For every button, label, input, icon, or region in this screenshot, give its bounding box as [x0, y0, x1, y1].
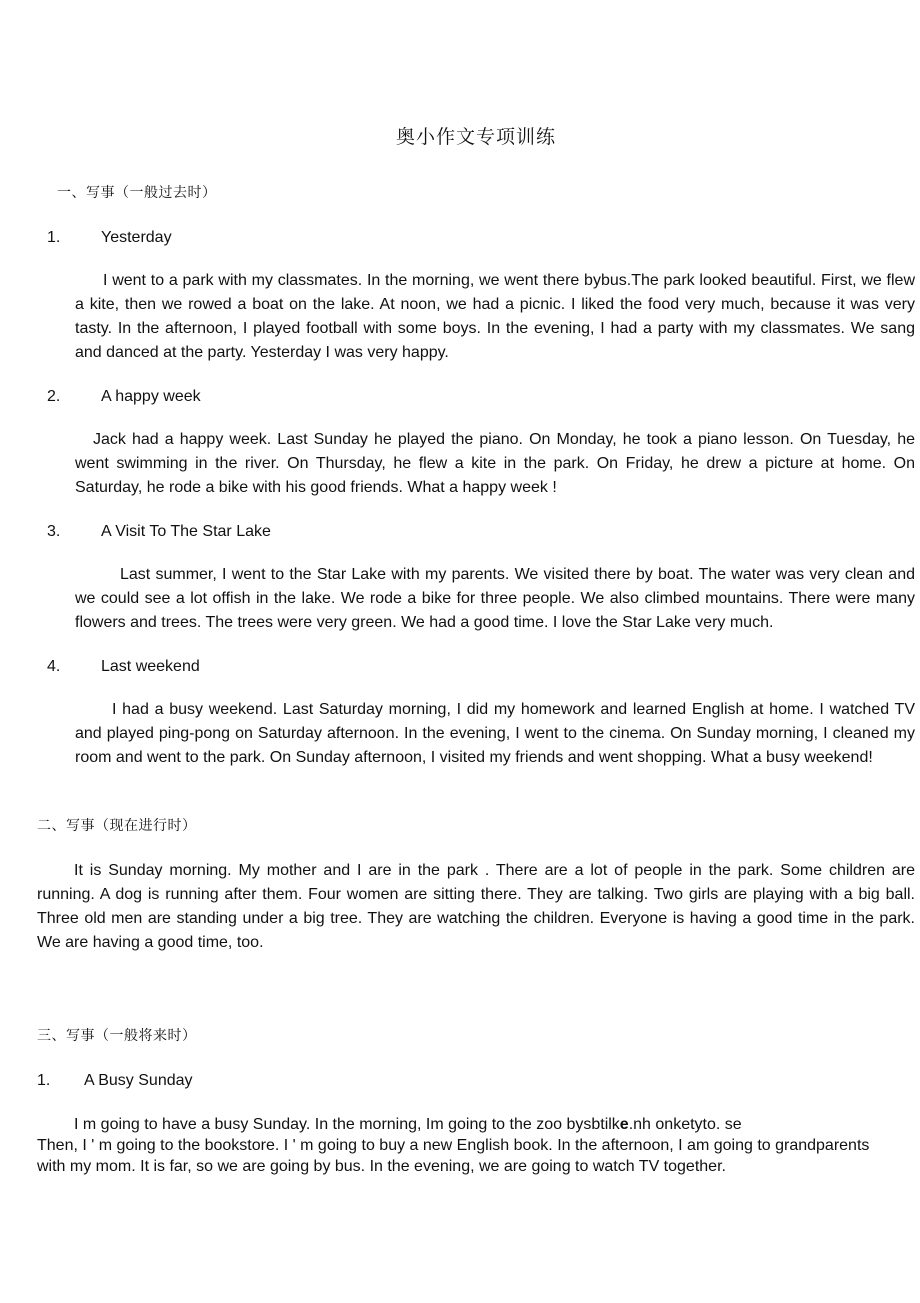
essay-title: A Busy Sunday	[84, 1072, 193, 1089]
essay-title: Last weekend	[101, 658, 200, 675]
essay-number: 4.	[47, 658, 61, 675]
essay-body: I had a busy weekend. Last Saturday morning, I did my homework and learned English at home. I watched TV and played ping-pong on Saturday afternoon. In the evening, I went to the cinema. On Sunday morning, I cleaned my room and went to the park. On Sunday afternoon, I visited my friends and went shopping. What a busy weekend!	[75, 701, 915, 766]
essay-heading	[47, 387, 201, 407]
document-title: 奥小作文专项训练	[395, 126, 556, 148]
essay-body	[37, 1114, 915, 1177]
section-heading-future-tense: 三、写事（一般将来时）	[37, 1028, 197, 1044]
essay-line: with my mom. It is far, so we are going by bus. In the evening, we are going to watch TV together.	[37, 1158, 726, 1175]
section-heading-present-continuous: 二、写事（现在进行时）	[37, 818, 197, 834]
essay-body: Jack had a happy week. Last Sunday he played the piano. On Monday, he took a piano lesson. On Tuesday, he went swimming in the river. On Thursday, he flew a kite in the park. On Friday, he drew a picture at home. On Saturday, he rode a bike with his good friends. What a happy week !	[75, 431, 915, 496]
essay-number: 3.	[47, 523, 61, 540]
essay-heading	[47, 657, 200, 677]
essay-heading	[47, 228, 172, 248]
essay-title: Yesterday	[101, 229, 172, 246]
essay-number: 1.	[37, 1072, 51, 1089]
essay-body: I went to a park with my classmates. In the morning, we went there bybus.The park looked beautiful. First, we flew a kite, then we rowed a boat on the lake. At noon, we had a picnic. I liked the food very much, because it was very tasty. In the afternoon, I played football with some boys. In the evening, I had a party with my classmates. We sang and danced at the party. Yesterday I was very happy.	[75, 272, 915, 361]
section-heading-past-tense: 一、写事（一般过去时）	[57, 185, 217, 201]
essay-number: 1.	[47, 229, 61, 246]
essay-number: 2.	[47, 388, 61, 405]
essay-line: I m going to have a busy Sunday. In the morning, Im going to the zoo bysbtilke.nh onketyto. se	[74, 1116, 742, 1133]
essay-heading	[37, 1071, 193, 1091]
essay-title: A happy week	[101, 388, 201, 405]
essay-heading	[47, 522, 271, 542]
essay-body: It is Sunday morning. My mother and I are in the park . There are a lot of people in the park. Some children are running. A dog is running after them. Four women are sitting there. They are talking. Two girls are playing with a big ball. Three old men are standing under a big tree. They are watching the children. Everyone is having a good time in the park. We are having a good time, too.	[37, 862, 915, 951]
essay-title: A Visit To The Star Lake	[101, 523, 271, 540]
essay-line: Then, I ' m going to the bookstore. I ' m going to buy a new English book. In the afternoon, I am going to grandparents	[37, 1137, 870, 1154]
essay-body: Last summer, I went to the Star Lake with my parents. We visited there by boat. The water was very clean and we could see a lot offish in the lake. We rode a bike for three people. We also climbed mountains. There were many flowers and trees. The trees were very green. We had a good time. I love the Star Lake very much.	[75, 566, 915, 631]
